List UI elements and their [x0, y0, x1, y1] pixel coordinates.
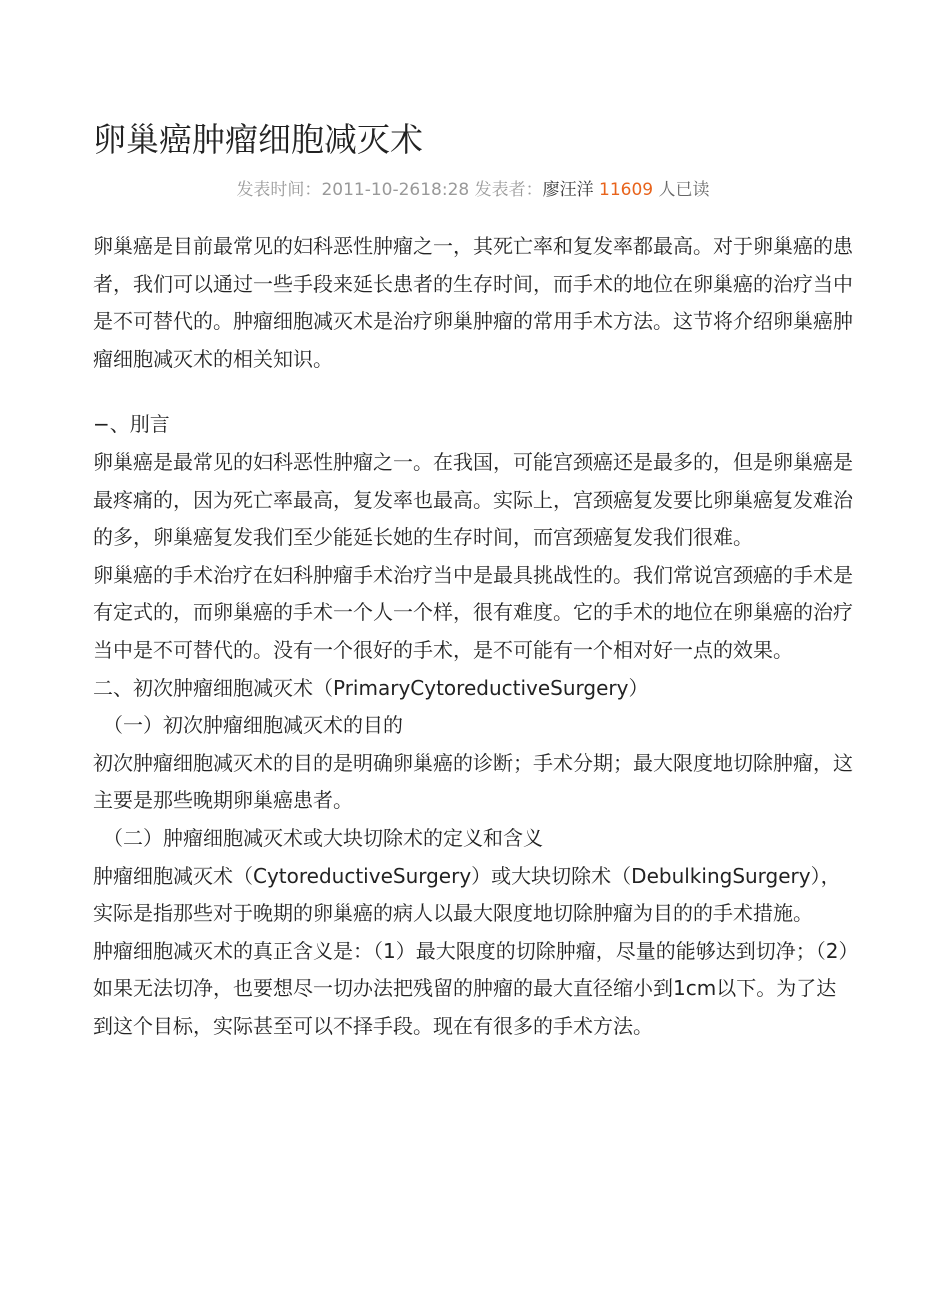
- body-paragraph: 卵巢癌是最常见的妇科恶性肿瘤之一。在我国，可能宫颈癌还是最多的，但是卵巢癌是最疼痛的，因为死亡率最高，复发率也最高。实际上，宫颈癌复发要比卵巢癌复发难治的多，卵巢癌复发我们至少能延长她的生存时间，而宫颈癌复发我们很难。: [93, 449, 853, 550]
- read-count-suffix: 人已读: [658, 180, 710, 200]
- body-paragraph: 卵巢癌的手术治疗在妇科肿瘤手术治疗当中是最具挑战性的。我们常说宫颈癌的手术是有定式的，而卵巢癌的手术一个人一个样，很有难度。它的手术的地位在卵巢癌的治疗当中是不可替代的。没有一个很好的手术，是不可能有一个相对好一点的效果。: [93, 562, 853, 662]
- author-name[interactable]: 廖汪洋: [542, 180, 594, 200]
- publish-time: 2011-10-2618:28: [321, 180, 470, 200]
- body-paragraph: 肿瘤细胞减灭术的真正含义是：（1）最大限度的切除肿瘤，尽量的能够达到切净；（2）如果无法切净，也要想尽一切办法把残留的肿瘤的最大直径缩小到1cm以下。为了达到这个目标，实际甚至可以不择手段。现在有很多的手术方法。: [93, 938, 849, 1038]
- body-paragraph: 初次肿瘤细胞减灭术的目的是明确卵巢癌的诊断；手术分期；最大限度地切除肿瘤，这主要是那些晚期卵巢癌患者。: [93, 750, 853, 813]
- read-count: 11609: [599, 180, 654, 200]
- publish-time-label: 发表时间：: [236, 180, 322, 200]
- article-meta: [93, 176, 853, 204]
- subsection-heading-purpose: （一）初次肿瘤细胞减灭术的目的: [103, 713, 403, 738]
- author-label: 发表者：: [474, 180, 543, 200]
- subsection-heading-definition: （二）肿瘤细胞减灭术或大块切除术的定义和含义: [103, 825, 543, 850]
- section-heading-preface: −、刖言: [93, 412, 170, 437]
- article-title: 卵巢癌肿瘤细胞减灭术: [93, 120, 423, 159]
- intro-paragraph: 卵巢癌是目前最常见的妇科恶性肿瘤之一，其死亡率和复发率都最高。对于卵巢癌的患者，我们可以通过一些手段来延长患者的生存时间，而手术的地位在卵巢癌的治疗当中是不可替代的。肿瘤细胞减灭术是治疗卵巢肿瘤的常用手术方法。这节将介绍卵巢癌肿瘤细胞减灭术的相关知识。: [93, 234, 853, 371]
- article-body: [93, 228, 853, 1045]
- body-paragraph: 肿瘤细胞减灭术（CytoreductiveSurgery）或大块切除术（DebulkingSurgery），实际是指那些对于晚期的卵巢癌的病人以最大限度地切除肿瘤为目的的手术措施。: [93, 863, 841, 926]
- section-heading-primary-surgery: 二、初次肿瘤细胞减灭术（PrimaryCytoreductiveSurgery）: [93, 675, 649, 700]
- paragraph-spacer: [93, 378, 853, 406]
